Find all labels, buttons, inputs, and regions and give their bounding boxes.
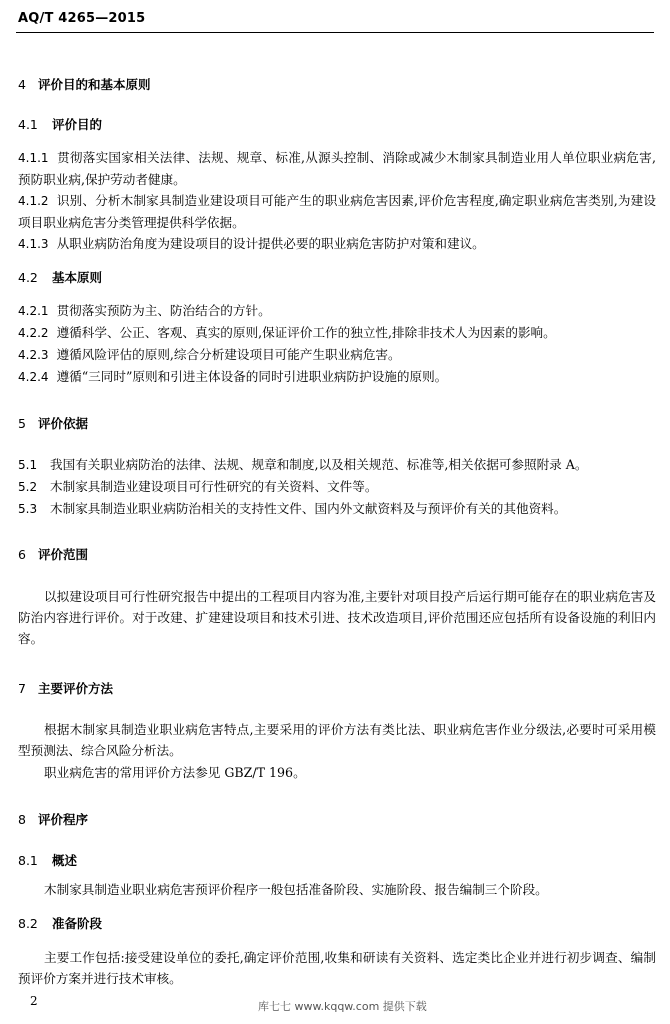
section-number: 7 xyxy=(18,681,26,696)
clause-number: 5.2 xyxy=(18,480,38,494)
clause-5-2 xyxy=(18,476,656,498)
clause-text: 遵循科学、公正、客观、真实的原则,保证评价工作的独立性,排除非技术人为因素的影响。 xyxy=(56,325,556,340)
section-number: 6 xyxy=(18,547,26,562)
clause-number: 4.2.3 xyxy=(18,348,49,362)
section-number: 4.2 xyxy=(18,270,38,285)
heading-section-5 xyxy=(18,414,88,432)
clause-number: 5.1 xyxy=(18,458,38,472)
clause-text: 遵循“三同时”原则和引进主体设备的同时引进职业病防护设施的原则。 xyxy=(56,369,448,384)
paragraph-section-7-methods: 根据木制家具制造业职业病危害特点,主要采用的评价方法有类比法、职业病危害作业分级法,必要时可采用模型预测法、综合风险分析法。 xyxy=(18,722,656,758)
clause-number: 4.1.3 xyxy=(18,237,49,251)
paragraph-section-7-reference: 职业病危害的常用评价方法参见 GBZ/T 196。 xyxy=(44,765,306,780)
heading-section-8-2 xyxy=(18,914,102,932)
section-title: 概述 xyxy=(52,853,78,868)
section-number: 8.2 xyxy=(18,916,38,931)
clause-number: 4.1.2 xyxy=(18,194,49,208)
heading-section-6 xyxy=(18,545,88,563)
clause-text: 贯彻落实国家相关法律、法规、规章、标准,从源头控制、消除或减少木制家具制造业用人单位职业病危害,预防职业病,保护劳动者健康。 xyxy=(18,150,656,187)
clause-number: 4.1.1 xyxy=(18,151,49,165)
clause-4-2-3 xyxy=(18,344,656,366)
section-number: 8.1 xyxy=(18,853,38,868)
page-number: 2 xyxy=(30,994,38,1008)
section-title: 评价目的和基本原则 xyxy=(38,77,151,92)
clause-4-1-2 xyxy=(18,190,656,233)
paragraph-section-8-2: 主要工作包括:接受建设单位的委托,确定评价范围,收集和研读有关资料、选定类比企业并进行初步调查、编制预评价方案并进行技术审核。 xyxy=(18,950,656,986)
section-title: 主要评价方法 xyxy=(38,681,114,696)
clause-number: 4.2.4 xyxy=(18,370,49,384)
clause-number: 4.2.2 xyxy=(18,326,49,340)
clause-text: 遵循风险评估的原则,综合分析建设项目可能产生职业病危害。 xyxy=(56,347,401,362)
heading-section-8 xyxy=(18,810,88,828)
clause-text: 木制家具制造业职业病防治相关的支持性文件、国内外文献资料及与预评价有关的其他资料。 xyxy=(50,501,567,516)
section-number: 5 xyxy=(18,416,26,431)
section-title: 准备阶段 xyxy=(52,916,103,931)
heading-section-4-1 xyxy=(18,115,102,133)
section-title: 评价目的 xyxy=(52,117,103,132)
section-title: 评价依据 xyxy=(38,416,89,431)
heading-section-4-2 xyxy=(18,268,102,286)
clause-4-2-1 xyxy=(18,300,656,322)
section-number: 8 xyxy=(18,812,26,827)
paragraph-section-8-1: 木制家具制造业职业病危害预评价程序一般包括准备阶段、实施阶段、报告编制三个阶段。 xyxy=(44,882,548,897)
paragraph-section-6: 以拟建设项目可行性研究报告中提出的工程项目内容为准,主要针对项目投产后运行期可能存在的职业病危害及防治内容进行评价。对于改建、扩建建设项目和技术引进、技术改造项目,评价范围还应包括所有设备设施的利旧内容。 xyxy=(18,589,656,646)
clause-4-1-1 xyxy=(18,147,656,190)
section-title: 评价程序 xyxy=(38,812,89,827)
clause-text: 贯彻落实预防为主、防治结合的方针。 xyxy=(56,303,271,318)
clause-number: 5.3 xyxy=(18,502,38,516)
clause-number: 4.2.1 xyxy=(18,304,49,318)
clause-text: 我国有关职业病防治的法律、法规、规章和制度,以及相关规范、标准等,相关依据可参照附录 A。 xyxy=(50,457,588,472)
clause-text: 识别、分析木制家具制造业建设项目可能产生的职业病危害因素,评价危害程度,确定职业病危害类别,为建设项目职业病危害分类管理提供科学依据。 xyxy=(18,193,656,230)
heading-section-8-1 xyxy=(18,851,77,869)
clause-5-1 xyxy=(18,454,656,476)
section-title: 基本原则 xyxy=(52,270,103,285)
section-number: 4 xyxy=(18,77,26,92)
heading-section-4 xyxy=(18,75,151,93)
clause-text: 从职业病防治角度为建设项目的设计提供必要的职业病危害防护对策和建议。 xyxy=(56,236,485,251)
standard-code-header: AQ/T 4265—2015 xyxy=(18,11,146,26)
section-title: 评价范围 xyxy=(38,547,89,562)
heading-section-7 xyxy=(18,679,113,697)
clause-4-2-2 xyxy=(18,322,656,344)
clause-text: 木制家具制造业建设项目可行性研究的有关资料、文件等。 xyxy=(50,479,378,494)
section-number: 4.1 xyxy=(18,117,38,132)
download-watermark: 库七七 www.kqqw.com 提供下载 xyxy=(258,1000,427,1013)
clause-5-3 xyxy=(18,498,656,520)
clause-4-2-4 xyxy=(18,366,656,388)
clause-4-1-3 xyxy=(18,233,656,255)
header-rule xyxy=(16,32,654,33)
